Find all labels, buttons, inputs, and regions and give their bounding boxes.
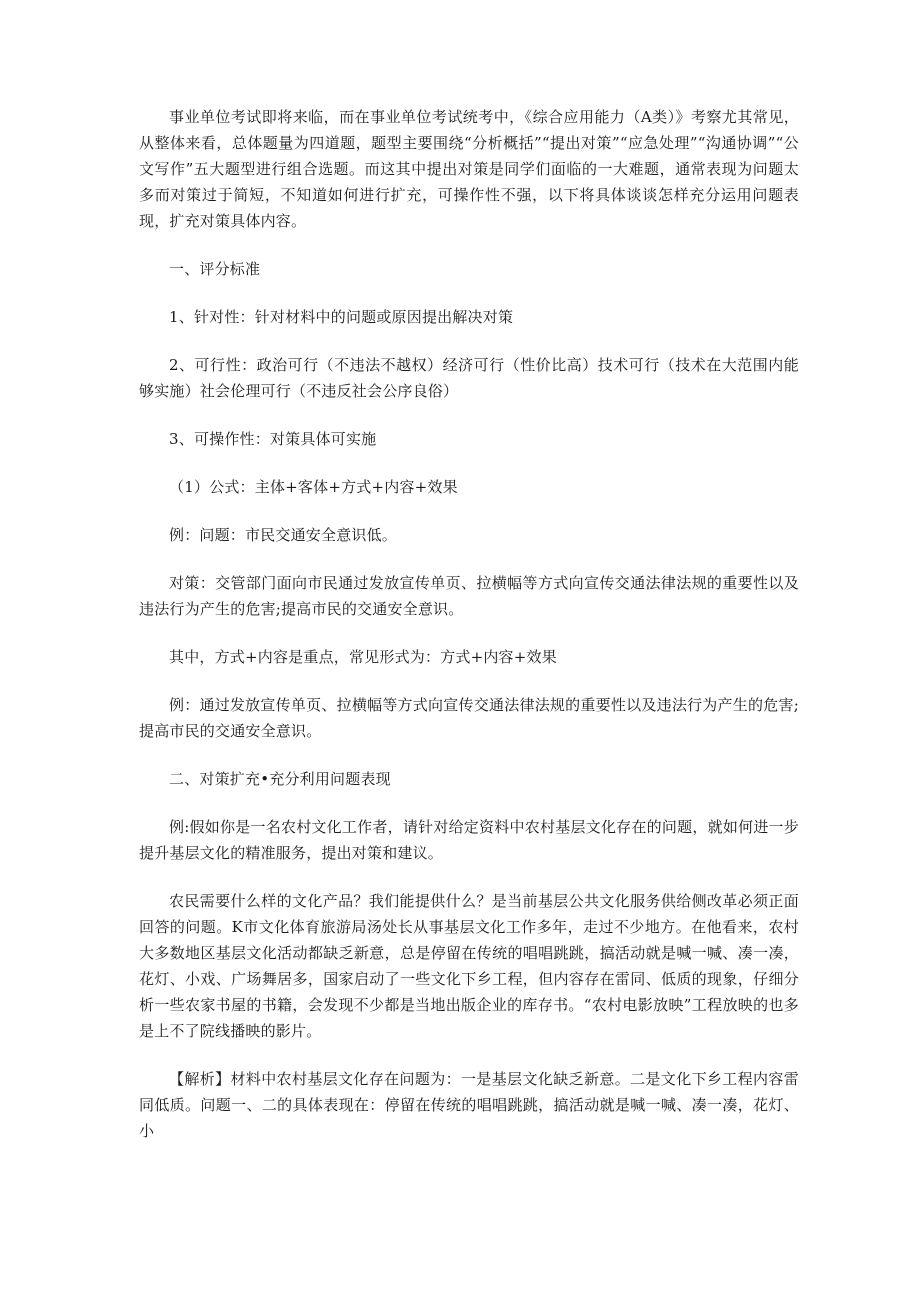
criterion-targeted: 1、针对性：针对材料中的问题或原因提出解决对策 xyxy=(169,308,514,326)
document-page xyxy=(139,104,799,1166)
example-problem: 例：问题：市民交通安全意识低。 xyxy=(169,526,398,544)
formula-line: （1）公式：主体+客体+方式+内容+效果 xyxy=(169,478,458,496)
example-method-content: 例：通过发放宣传单页、拉横幅等方式向宣传交通法律法规的重要性以及违法行为产生的危害;提高市民的交通安全意识。 xyxy=(139,696,799,740)
criterion-feasibility: 2、可行性：政治可行（不违法不越权）经济可行（性价比高）技术可行（技术在大范围内能够实施）社会伦理可行（不违反社会公序良俗） xyxy=(139,356,799,400)
criterion-operability: 3、可操作性：对策具体可实施 xyxy=(169,430,377,448)
intro-paragraph: 事业单位考试即将来临，而在事业单位考试统考中，《综合应用能力（A类）》考察尤其常见，从整体来看，总体题量为四道题，题型主要围绕“分析概括”“提出对策”“应急处理”“沟通协调”“公文写作”五大题型进行组合选题。而这其中提出对策是同学们面临的一大难题，通常表现为问题太多而对策过于简短，不知道如何进行扩充，可操作性不强，以下将具体谈谈怎样充分运用问题表现，扩充对策具体内容。 xyxy=(139,108,799,230)
key-point-line: 其中，方式+内容是重点，常见形式为：方式+内容+效果 xyxy=(169,648,557,666)
analysis-paragraph: 【解析】材料中农村基层文化存在问题为：一是基层文化缺乏新意。二是文化下乡工程内容雷同低质。问题一、二的具体表现在：停留在传统的唱唱跳跳，搞活动就是喊一喊、凑一凑，花灯、小 xyxy=(139,1070,799,1140)
example-question: 例:假如你是一名农村文化工作者，请针对给定资料中农村基层文化存在的问题，就如何进一步提升基层文化的精准服务，提出对策和建议。 xyxy=(139,818,799,862)
material-paragraph: 农民需要什么样的文化产品？我们能提供什么？是当前基层公共文化服务供给侧改革必须正面回答的问题。K市文化体育旅游局汤处长从事基层文化工作多年，走过不少地方。在他看来，农村大多数地区基层文化活动都缺乏新意，总是停留在传统的唱唱跳跳，搞活动就是喊一喊、凑一凑，花灯、小戏、广场舞居多，国家启动了一些文化下乡工程，但内容存在雷同、低质的现象，仔细分析一些农家书屋的书籍，会发现不少都是当地出版企业的库存书。“农村电影放映”工程放映的也多是上不了院线播映的影片。 xyxy=(139,892,799,1040)
section-heading-expansion: 二、对策扩充•充分利用问题表现 xyxy=(169,770,391,788)
section-heading-scoring: 一、评分标准 xyxy=(169,260,261,278)
example-countermeasure: 对策：交管部门面向市民通过发放宣传单页、拉横幅等方式向宣传交通法律法规的重要性以及违法行为产生的危害;提高市民的交通安全意识。 xyxy=(139,574,799,618)
